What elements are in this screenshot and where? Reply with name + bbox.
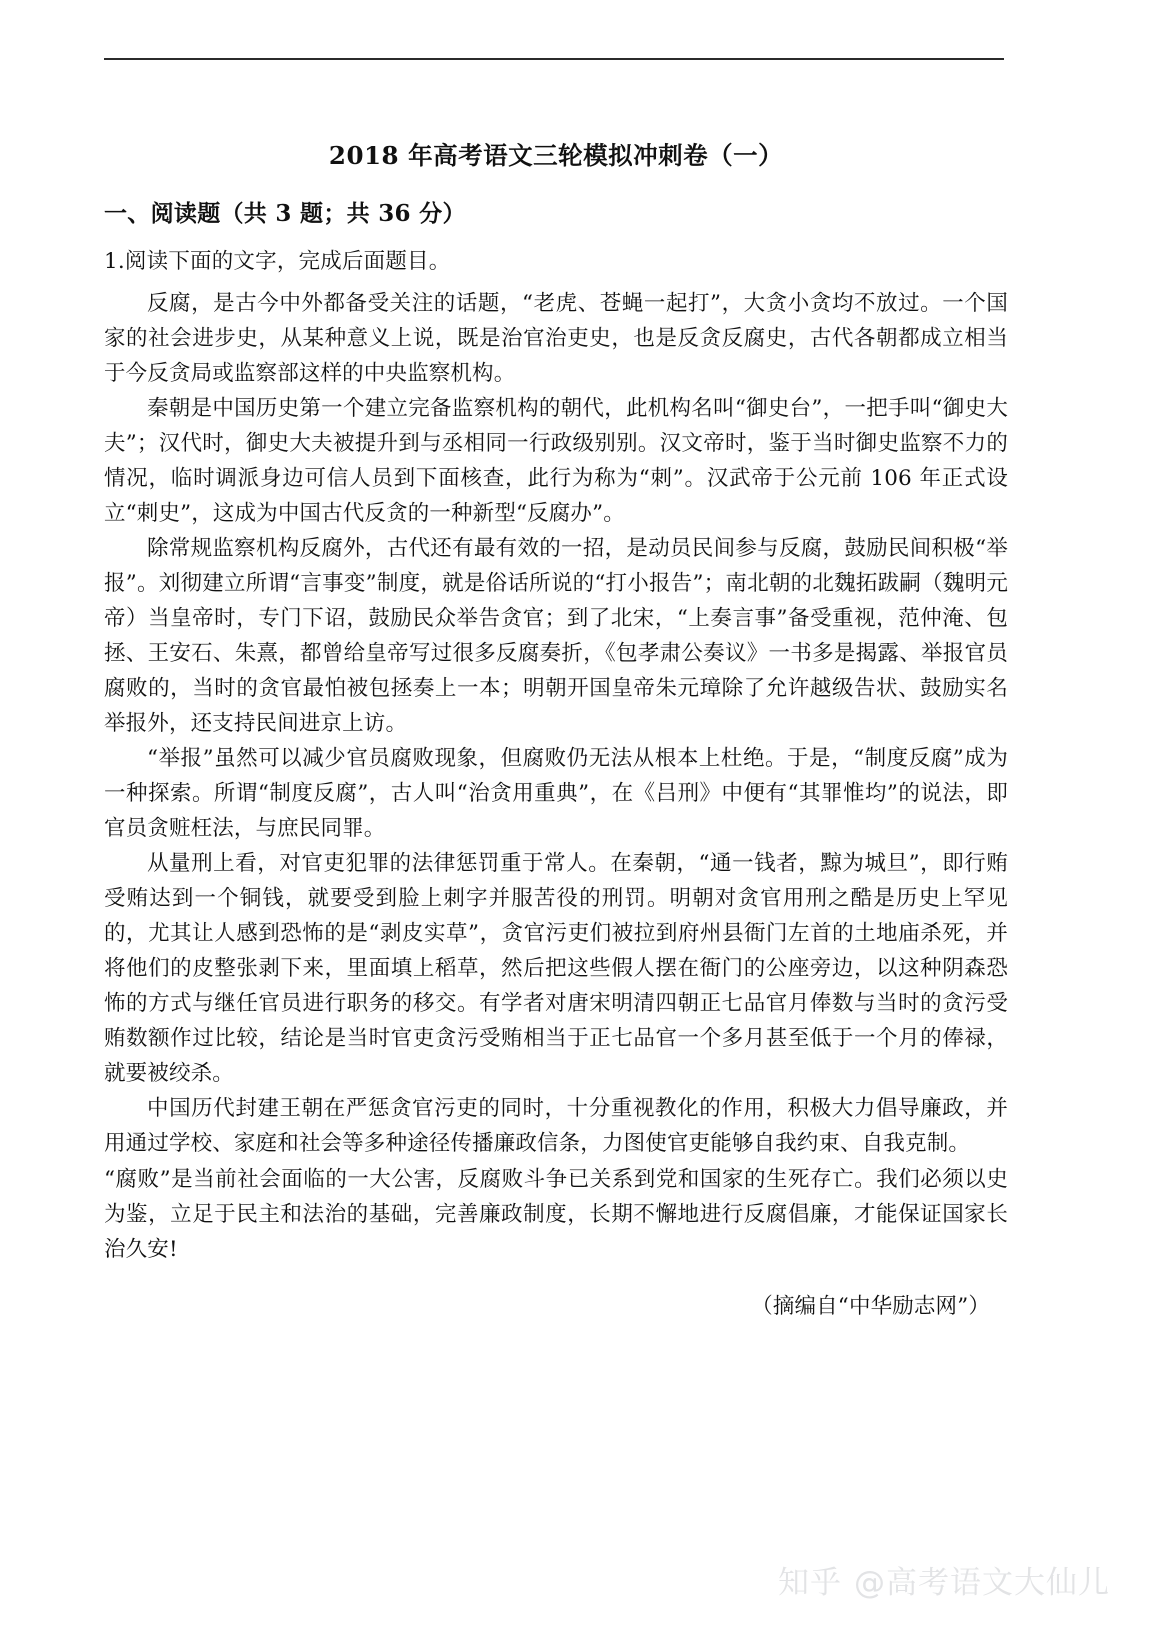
passage-body <box>104 286 1008 1267</box>
passage-paragraph-final: “腐败”是当前社会面临的一大公害，反腐败斗争已关系到党和国家的生死存亡。我们必须以史为鉴，立足于民主和法治的基础，完善廉政制度，长期不懈地进行反腐倡廉，才能保证国家长治久安! <box>104 1166 1008 1262</box>
document-content <box>104 140 1008 1324</box>
section-heading: 一、阅读题（共 3 题；共 36 分） <box>104 199 466 227</box>
watermark-brand: 知乎 <box>778 1565 842 1601</box>
header-divider <box>104 58 1004 60</box>
watermark <box>778 1557 1110 1602</box>
passage-paragraph: 秦朝是中国历史第一个建立完备监察机构的朝代，此机构名叫“御史台”，一把手叫“御史大夫”；汉代时，御史大夫被提升到与丞相同一行政级别别。汉文帝时，鉴于当时御史监察不力的情况，临时调派身边可信人员到下面核查，此行为称为“刺”。汉武帝于公元前 106 年正式设立“刺史”，这成为中国古代反贪的一种新型“反腐办”。 <box>104 395 1008 526</box>
passage-paragraph: 中国历代封建王朝在严惩贪官污吏的同时，十分重视教化的作用，积极大力倡导廉政，并用通过学校、家庭和社会等多种途径传播廉政信条，力图使官吏能够自我约束、自我克制。 <box>104 1096 1008 1157</box>
passage-paragraph: “举报”虽然可以减少官员腐败现象，但腐败仍无法从根本上杜绝。于是，“制度反腐”成为一种探索。所谓“制度反腐”，古人叫“治贪用重典”，在《吕刑》中便有“其罪惟均”的说法，即官员贪赃枉法，与庶民同罪。 <box>104 746 1008 842</box>
passage-paragraph: 反腐，是古今中外都备受关注的话题，“老虎、苍蝇一起打”，大贪小贪均不放过。一个国家的社会进步史，从某种意义上说，既是治官治吏史，也是反贪反腐史，古代各朝都成立相当于今反贪局或监察部这样的中央监察机构。 <box>104 290 1008 386</box>
passage-paragraph: 除常规监察机构反腐外，古代还有最有效的一招，是动员民间参与反腐，鼓励民间积极“举报”。刘彻建立所谓“言事变”制度，就是俗话所说的“打小报告”；南北朝的北魏拓跋嗣（魏明元帝）当皇帝时，专门下诏，鼓励民众举告贪官；到了北宋，“上奏言事”备受重视，范仲淹、包拯、王安石、朱熹，都曾给皇帝写过很多反腐奏折，《包孝肃公奏议》一书多是揭露、举报官员腐败的，当时的贪官最怕被包拯奏上一本；明朝开国皇帝朱元璋除了允许越级告状、鼓励实名举报外，还支持民间进京上访。 <box>104 535 1008 737</box>
source-attribution: （摘编自“中华励志网”） <box>751 1293 990 1319</box>
passage-paragraph: 从量刑上看，对官吏犯罪的法律惩罚重于常人。在秦朝，“通一钱者，黥为城旦”，即行贿受贿达到一个铜钱，就要受到脸上刺字并服苦役的刑罚。明朝对贪官用刑之酷是历史上罕见的，尤其让人感到恐怖的是“剥皮实草”，贪官污吏们被拉到府州县衙门左首的土地庙杀死，并将他们的皮整张剥下来，里面填上稻草，然后把这些假人摆在衙门的公座旁边，以这种阴森恐怖的方式与继任官员进行职务的移交。有学者对唐宋明清四朝正七品官月俸数与当时的贪污受贿数额作过比较，结论是当时官吏贪污受贿相当于正七品官一个多月甚至低于一个月的俸禄，就要被绞杀。 <box>104 851 1008 1087</box>
page-title: 2018 年高考语文三轮模拟冲刺卷（一） <box>328 141 784 170</box>
watermark-handle: @高考语文大仙儿 <box>854 1565 1110 1601</box>
question-lead: 1.阅读下面的文字，完成后面题目。 <box>104 248 451 274</box>
